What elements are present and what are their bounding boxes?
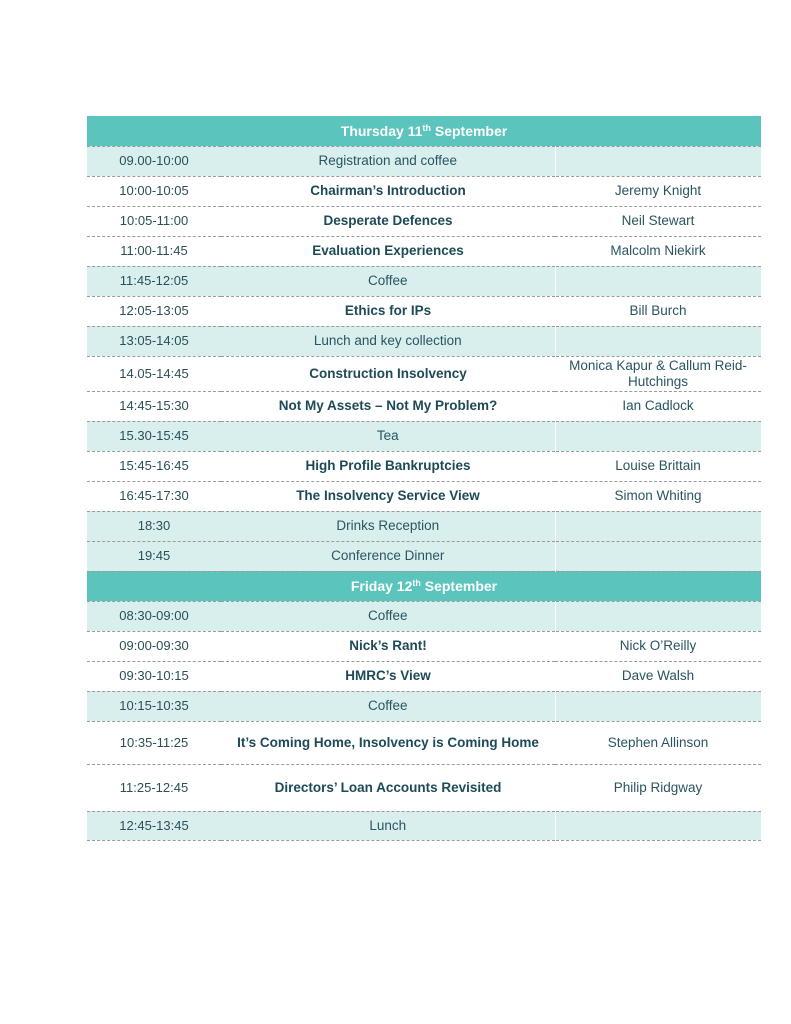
session-title: HMRC’s View — [221, 661, 555, 691]
session-time: 08:30-09:00 — [87, 601, 221, 631]
agenda-body — [87, 116, 761, 840]
session-speaker: Ian Cadlock — [555, 391, 761, 421]
session-speaker: Philip Ridgway — [555, 764, 761, 811]
day-ordinal: th — [422, 122, 431, 133]
session-row — [87, 326, 761, 356]
session-speaker — [555, 691, 761, 721]
session-time: 16:45-17:30 — [87, 481, 221, 511]
session-title: Conference Dinner — [221, 541, 555, 571]
day-header — [87, 571, 761, 601]
session-title: Coffee — [221, 266, 555, 296]
session-row — [87, 451, 761, 481]
session-row — [87, 421, 761, 451]
session-speaker — [555, 541, 761, 571]
session-title: Lunch and key collection — [221, 326, 555, 356]
session-speaker: Malcolm Niekirk — [555, 236, 761, 266]
session-title: Chairman’s Introduction — [221, 176, 555, 206]
session-time: 11:25-12:45 — [87, 764, 221, 811]
session-title: Ethics for IPs — [221, 296, 555, 326]
session-row — [87, 661, 761, 691]
session-row — [87, 206, 761, 236]
session-row — [87, 721, 761, 764]
day-ordinal: th — [412, 578, 421, 588]
day-header-row — [87, 116, 761, 146]
day-header-row — [87, 571, 761, 601]
session-title: Lunch — [221, 811, 555, 840]
session-row — [87, 691, 761, 721]
session-title: Tea — [221, 421, 555, 451]
day-header — [87, 116, 761, 146]
session-time: 18:30 — [87, 511, 221, 541]
session-speaker: Neil Stewart — [555, 206, 761, 236]
session-time: 13:05-14:05 — [87, 326, 221, 356]
session-row — [87, 391, 761, 421]
session-row — [87, 356, 761, 391]
session-title: High Profile Bankruptcies — [221, 451, 555, 481]
session-row — [87, 601, 761, 631]
session-time: 14:45-15:30 — [87, 391, 221, 421]
session-time: 11:00-11:45 — [87, 236, 221, 266]
session-title: Directors’ Loan Accounts Revisited — [221, 764, 555, 811]
session-row — [87, 511, 761, 541]
session-time: 19:45 — [87, 541, 221, 571]
session-time: 10:00-10:05 — [87, 176, 221, 206]
session-time: 10:05-11:00 — [87, 206, 221, 236]
session-row — [87, 811, 761, 840]
session-speaker: Jeremy Knight — [555, 176, 761, 206]
session-time: 10:35-11:25 — [87, 721, 221, 764]
session-speaker — [555, 811, 761, 840]
session-speaker: Stephen Allinson — [555, 721, 761, 764]
session-speaker: Louise Brittain — [555, 451, 761, 481]
session-title: Desperate Defences — [221, 206, 555, 236]
month-label: September — [434, 122, 508, 139]
session-time: 10:15-10:35 — [87, 691, 221, 721]
session-time: 11:45-12:05 — [87, 266, 221, 296]
session-speaker — [555, 266, 761, 296]
session-time: 12:05-13:05 — [87, 296, 221, 326]
session-title: Coffee — [221, 691, 555, 721]
session-speaker: Dave Walsh — [555, 661, 761, 691]
session-time: 12:45-13:45 — [87, 811, 221, 840]
session-time: 09:00-09:30 — [87, 631, 221, 661]
session-time: 15:45-16:45 — [87, 451, 221, 481]
session-title: Evaluation Experiences — [221, 236, 555, 266]
session-speaker: Bill Burch — [555, 296, 761, 326]
session-title: Construction Insolvency — [221, 356, 555, 391]
session-speaker: Nick O’Reilly — [555, 631, 761, 661]
session-time: 09.00-10:00 — [87, 146, 221, 176]
session-speaker — [555, 601, 761, 631]
session-title: It’s Coming Home, Insolvency is Coming Home — [221, 721, 555, 764]
session-title: Not My Assets – Not My Problem? — [221, 391, 555, 421]
session-time: 14.05-14:45 — [87, 356, 221, 391]
session-row — [87, 266, 761, 296]
session-speaker: Simon Whiting — [555, 481, 761, 511]
day-label: Friday 12 — [350, 578, 413, 594]
session-row — [87, 764, 761, 811]
session-title: Registration and coffee — [221, 146, 555, 176]
session-time: 09:30-10:15 — [87, 661, 221, 691]
session-title: Coffee — [221, 601, 555, 631]
agenda-table — [87, 116, 761, 841]
session-row — [87, 541, 761, 571]
session-row — [87, 236, 761, 266]
session-row — [87, 296, 761, 326]
day-label: Thursday 11 — [340, 122, 423, 139]
session-speaker — [555, 421, 761, 451]
month-label: September — [424, 578, 498, 594]
session-speaker: Monica Kapur & Callum Reid-Hutchings — [555, 356, 761, 391]
session-title: Nick’s Rant! — [221, 631, 555, 661]
session-title: The Insolvency Service View — [221, 481, 555, 511]
session-speaker — [555, 146, 761, 176]
session-speaker — [555, 326, 761, 356]
session-title: Drinks Reception — [221, 511, 555, 541]
session-speaker — [555, 511, 761, 541]
session-row — [87, 176, 761, 206]
session-row — [87, 146, 761, 176]
session-row — [87, 631, 761, 661]
session-row — [87, 481, 761, 511]
session-time: 15.30-15:45 — [87, 421, 221, 451]
